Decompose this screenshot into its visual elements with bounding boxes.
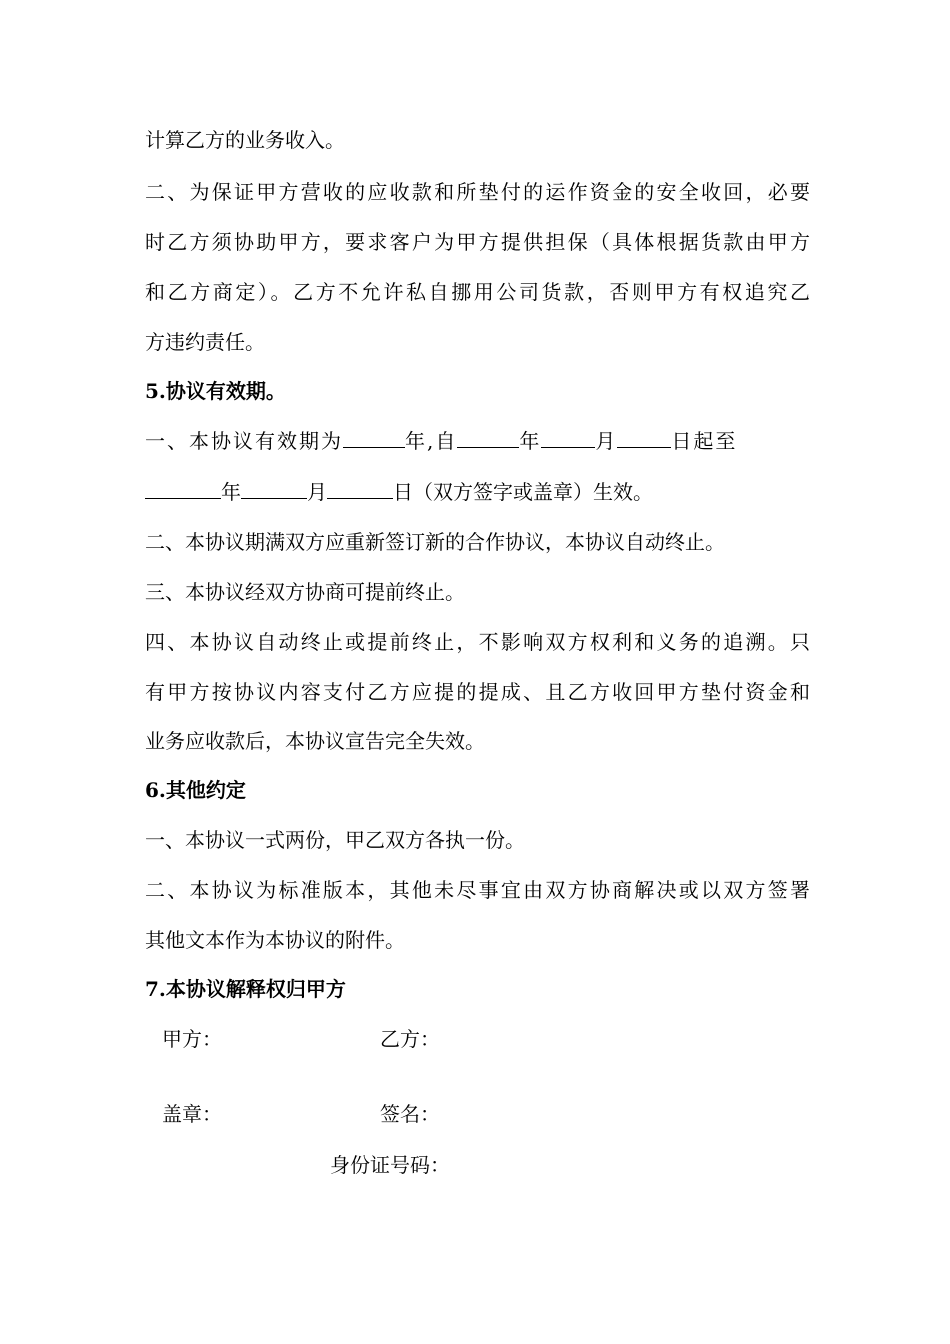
section-heading: 6.其他约定 — [145, 778, 246, 802]
clause-text: 年,自 — [405, 429, 458, 453]
id-number-label: 身份证号码： — [330, 1153, 450, 1177]
paragraph-text: 和乙方商定）。乙方不允许私自挪用公司货款，否则甲方有权追究乙 — [145, 280, 810, 304]
clause-text: 日（双方签字或盖章）生效。 — [393, 480, 653, 504]
paragraph-text: 二、本协议为标准版本，其他未尽事宜由双方协商解决或以双方签署 — [145, 878, 810, 902]
paragraph-text: 三、本协议经双方协商可提前终止。 — [145, 580, 465, 604]
clause-text: 月 — [595, 429, 618, 453]
blank-field[interactable] — [241, 478, 307, 499]
clause-text: 一、本协议有效期为 — [145, 429, 343, 453]
paragraph-text: 计算乙方的业务收入。 — [145, 128, 345, 152]
clause-text: 月 — [307, 480, 327, 504]
blank-field[interactable] — [343, 427, 405, 448]
clause-text: 年 — [519, 429, 542, 453]
section-heading: 5.协议有效期。 — [145, 379, 286, 403]
paragraph-text: 有甲方按协议内容支付乙方应提的提成、且乙方收回甲方垫付资金和 — [145, 680, 810, 704]
paragraph-text: 时乙方须协助甲方，要求客户为甲方提供担保（具体根据货款由甲方 — [145, 230, 810, 254]
blank-field[interactable] — [541, 427, 595, 448]
party-a-label: 甲方： — [162, 1027, 222, 1051]
party-b-label: 乙方： — [380, 1027, 440, 1051]
paragraph-text: 其他文本作为本协议的附件。 — [145, 928, 405, 952]
paragraph-text: 二、本协议期满双方应重新签订新的合作协议，本协议自动终止。 — [145, 530, 725, 554]
blank-field[interactable] — [457, 427, 519, 448]
seal-label: 盖章： — [162, 1102, 222, 1126]
blank-field[interactable] — [617, 427, 671, 448]
blank-field[interactable] — [327, 478, 393, 499]
clause-text: 年 — [221, 480, 241, 504]
validity-period-line — [145, 478, 810, 506]
signature-label: 签名： — [380, 1102, 440, 1126]
paragraph-text: 四、本协议自动终止或提前终止，不影响双方权利和义务的追溯。只 — [145, 630, 810, 654]
paragraph-text: 一、本协议一式两份，甲乙双方各执一份。 — [145, 828, 525, 852]
paragraph-text: 业务应收款后，本协议宣告完全失效。 — [145, 729, 485, 753]
paragraph-text: 方违约责任。 — [145, 330, 265, 354]
section-heading: 7.本协议解释权归甲方 — [145, 977, 346, 1001]
validity-period-line — [145, 427, 810, 455]
clause-text: 日起至 — [671, 429, 738, 453]
blank-field[interactable] — [145, 478, 221, 499]
paragraph-text: 二、为保证甲方营收的应收款和所垫付的运作资金的安全收回，必要 — [145, 180, 810, 204]
